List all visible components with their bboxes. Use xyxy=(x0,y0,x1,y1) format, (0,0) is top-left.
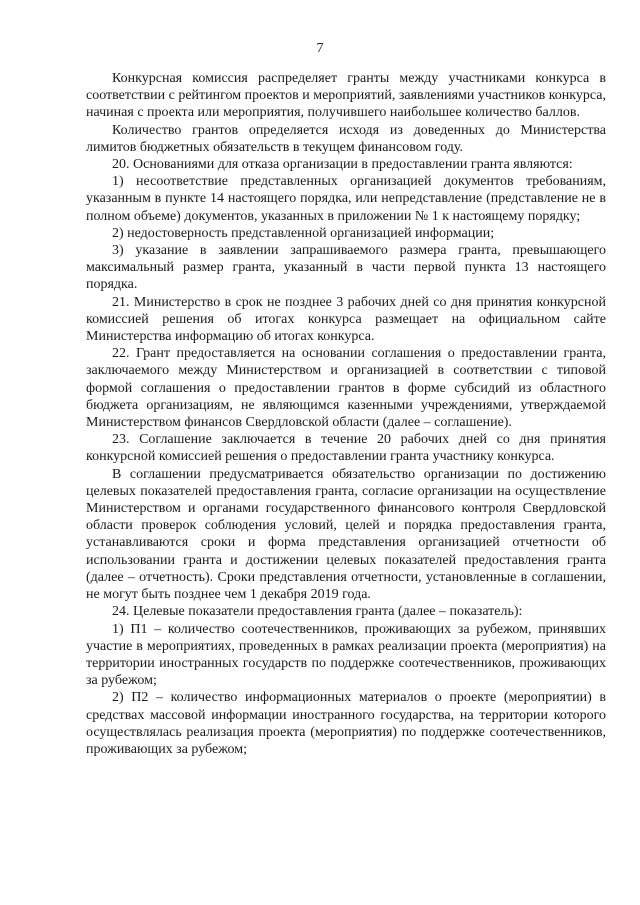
paragraph: 23. Соглашение заключается в течение 20 рабочих дней со дня принятия конкурсной комиссией решения о предоставлении гранта участнику конкурса. xyxy=(86,432,606,465)
paragraph: Конкурсная комиссия распределяет гранты между участниками конкурса в соответствии с рейтингом проектов и мероприятий, заявлениями участников конкурса, начиная с проекта или мероприятия, получившего наибольшее количество баллов. xyxy=(86,71,606,121)
paragraph: 3) указание в заявлении запрашиваемого размера гранта, превышающего максимальный размер гранта, указанный в части первой пункта 13 настоящего порядка. xyxy=(86,243,606,293)
paragraph: 24. Целевые показатели предоставления гранта (далее – показатель): xyxy=(112,604,523,620)
paragraph: 1) несоответствие представленных организацией документов требованиям, указанным в пункте 14 настоящего порядка, или непредставление (представление не в полном объеме) документов, указанных в приложении № 1 к настоящему порядку; xyxy=(86,174,606,224)
page-number: 7 xyxy=(316,41,324,56)
paragraph: В соглашении предусматривается обязательство организации по достижению целевых показателей предоставления гранта, согласие организации на осуществление Министерством и органами государственного финансового контроля Свердловской области проверок соблюдения условий, целей и порядка предоставления гранта, устанавливаются сроки и форма представления организацией отчетности об использовании гранта и достижении целевых показателей предоставления гранта (далее – отчетность). Сроки представления отчетности, установленные в соглашении, не могут быть позднее чем 1 декабря 2019 года. xyxy=(86,466,606,603)
document-body xyxy=(86,70,606,758)
paragraph: 2) недостоверность представленной организацией информации; xyxy=(112,225,495,241)
paragraph: 2) П2 – количество информационных материалов о проекте (мероприятии) в средствах массовой информации иностранного государства, на территории которого осуществлялась реализация проекта (мероприятия) по поддержке соотечественников, проживающих за рубежом; xyxy=(86,690,606,757)
paragraph: 22. Грант предоставляется на основании соглашения о предоставлении гранта, заключаемого между Министерством и организацией в соответствии с типовой формой соглашения о предоставлении грантов в форме субсидий из областного бюджета организациям, не являющимся казенными учреждениями, утверждаемой Министерством финансов Свердловской области (далее – соглашение). xyxy=(86,346,606,431)
paragraph: Количество грантов определяется исходя из доведенных до Министерства лимитов бюджетных обязательств в текущем финансовом году. xyxy=(86,122,606,155)
paragraph: 21. Министерство в срок не позднее 3 рабочих дней со дня принятия конкурсной комиссией решения об итогах конкурса размещает на официальном сайте Министерства информацию об итогах конкурса. xyxy=(86,294,606,345)
paragraph: 20. Основаниями для отказа организации в предоставлении гранта являются: xyxy=(112,157,573,173)
paragraph: 1) П1 – количество соотечественников, проживающих за рубежом, принявших участие в мероприятиях, проведенных в рамках реализации проекта (мероприятия) на территории иностранных государств по поддержке соотечественников, проживающих за рубежом; xyxy=(86,621,606,689)
